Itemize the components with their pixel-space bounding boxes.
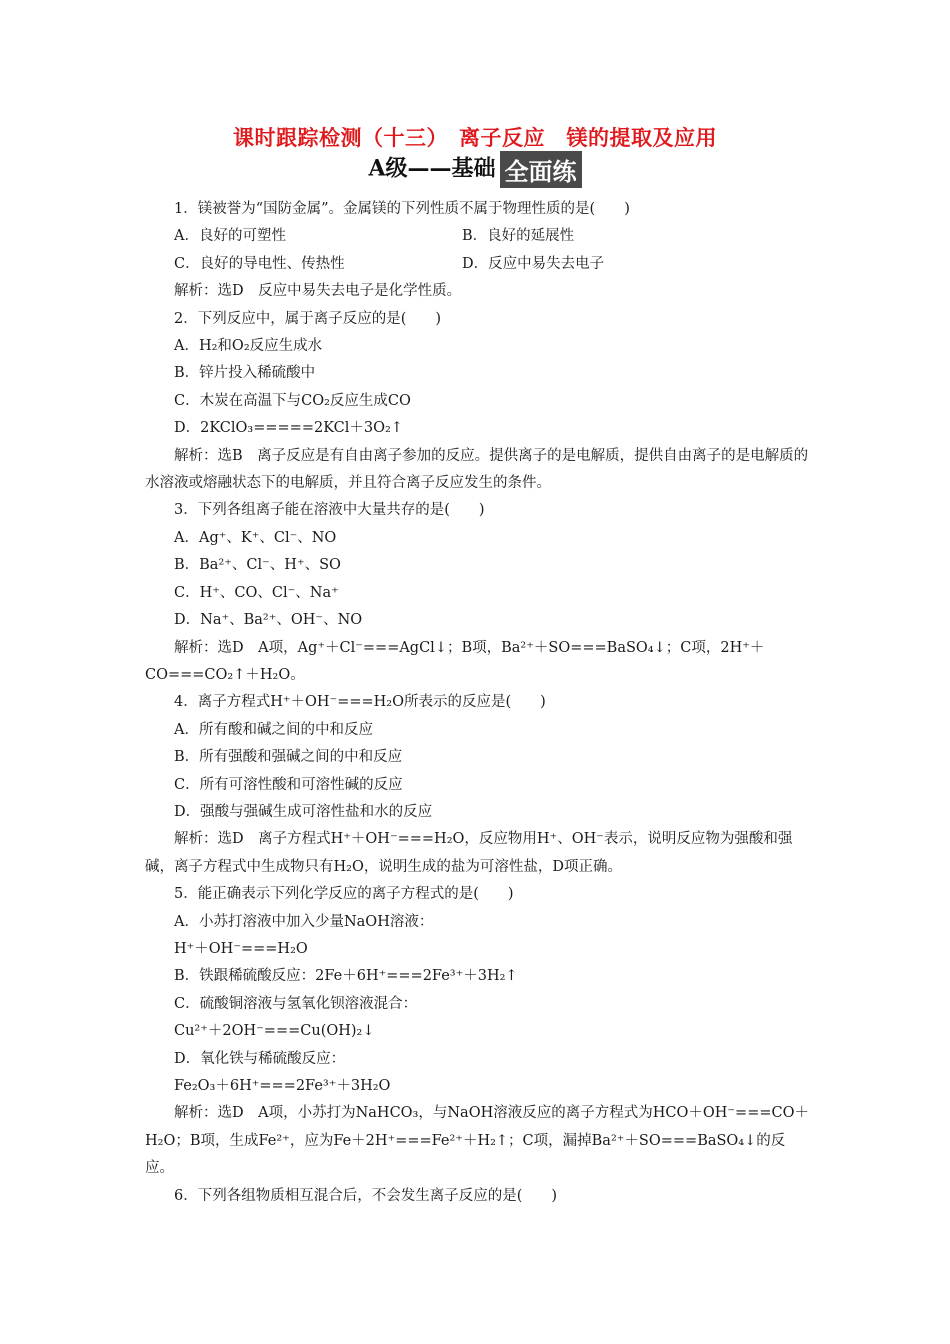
q5-option-d: D．氧化铁与稀硫酸反应： <box>174 1050 346 1067</box>
q1-option-a: A．良好的可塑性 <box>174 228 286 245</box>
q2-stem: 2．下列反应中，属于离子反应的是( ) <box>174 310 442 327</box>
q2-answer: 解析：选B 离子反应是有自由离子参加的反应。提供离子的是电解质，提供自由离子的是电解质的水溶液或熔融状态下的电解质，并且符合离子反应发生的条件。 <box>145 447 809 492</box>
q4-answer: 解析：选D 离子方程式H⁺＋OH⁻===H₂O，反应物用H⁺、OH⁻表示，说明反应物为强酸和强碱，离子方程式中生成物只有H₂O，说明生成的盐为可溶性盐，D项正确。 <box>145 831 793 875</box>
q5-option-c: C．硫酸铜溶液与氢氧化钡溶液混合： <box>174 995 418 1012</box>
q4-stem: 4．离子方程式H⁺＋OH⁻===H₂O所表示的反应是( ) <box>174 694 546 711</box>
q3-answer: 解析：选D A项，Ag⁺＋Cl⁻===AgCl↓；B项，Ba²⁺＋SO===BaSO₄↓；C项，2H⁺＋CO===CO₂↑＋H₂O。 <box>145 639 765 683</box>
q1-options-cd <box>145 251 810 278</box>
level-mid: ——基础 <box>407 156 496 182</box>
page-title: 课时跟踪检测（十三） 离子反应 镁的提取及应用 <box>233 126 717 150</box>
q5-option-a-equation: H⁺＋OH⁻===H₂O <box>174 940 308 957</box>
q3-option-a: A．Ag⁺、K⁺、Cl⁻、NO <box>174 529 337 546</box>
q1-option-c: C．良好的导电性、传热性 <box>174 255 345 272</box>
q4-option-d: D．强酸与强碱生成可溶性盐和水的反应 <box>174 803 433 820</box>
q3-stem: 3．下列各组离子能在溶液中大量共存的是( ) <box>174 502 485 519</box>
q3-option-b: B．Ba²⁺、Cl⁻、H⁺、SO <box>174 557 341 574</box>
q2-option-a: A．H₂和O₂反应生成水 <box>174 338 323 355</box>
q6-stem: 6．下列各组物质相互混合后，不会发生离子反应的是( ) <box>174 1187 558 1204</box>
q5-option-c-equation: Cu²⁺＋2OH⁻===Cu(OH)₂↓ <box>174 1023 375 1040</box>
level-box: 全面练 <box>500 151 582 188</box>
q4-option-c: C．所有可溶性酸和可溶性碱的反应 <box>174 776 403 793</box>
q3-option-c: C．H⁺、CO、Cl⁻、Na⁺ <box>174 584 339 601</box>
q5-option-a: A．小苏打溶液中加入少量NaOH溶液： <box>174 913 434 930</box>
q1-answer: 解析：选D 反应中易失去电子是化学性质。 <box>174 283 462 300</box>
question-content <box>145 196 810 1210</box>
level-prefix: A级 <box>368 155 408 182</box>
q2-option-b: B．锌片投入稀硫酸中 <box>174 365 316 382</box>
q3-option-d: D．Na⁺、Ba²⁺、OH⁻、NO <box>174 612 363 629</box>
q4-option-b: B．所有强酸和强碱之间的中和反应 <box>174 749 403 766</box>
q5-answer: 解析：选D A项，小苏打为NaHCO₃，与NaOH溶液反应的离子方程式为HCO＋OH⁻===CO＋H₂O；B项，生成Fe²⁺，应为Fe＋2H⁺===Fe²⁺＋H₂↑；C项，漏掉Ba²⁺＋SO===BaSO₄↓的反应。 <box>145 1105 809 1177</box>
q1-option-d: D．反应中易失去电子 <box>462 255 605 272</box>
q2-option-c: C．木炭在高温下与CO₂反应生成CO <box>174 392 411 409</box>
q1-options-ab <box>145 223 810 250</box>
q4-option-a: A．所有酸和碱之间的中和反应 <box>174 721 373 738</box>
level-heading <box>0 151 950 188</box>
q1-stem: 1．镁被誉为“国防金属”。金属镁的下列性质不属于物理性质的是( ) <box>174 201 630 217</box>
q2-option-d: D．2KClO₃=====2KCl＋3O₂↑ <box>174 420 403 437</box>
q5-stem: 5．能正确表示下列化学反应的离子方程式的是( ) <box>174 886 514 903</box>
q5-option-b: B．铁跟稀硫酸反应：2Fe＋6H⁺===2Fe³⁺＋3H₂↑ <box>174 968 518 985</box>
q1-option-b: B．良好的延展性 <box>462 228 575 245</box>
q5-option-d-equation: Fe₂O₃＋6H⁺===2Fe³⁺＋3H₂O <box>174 1078 391 1094</box>
